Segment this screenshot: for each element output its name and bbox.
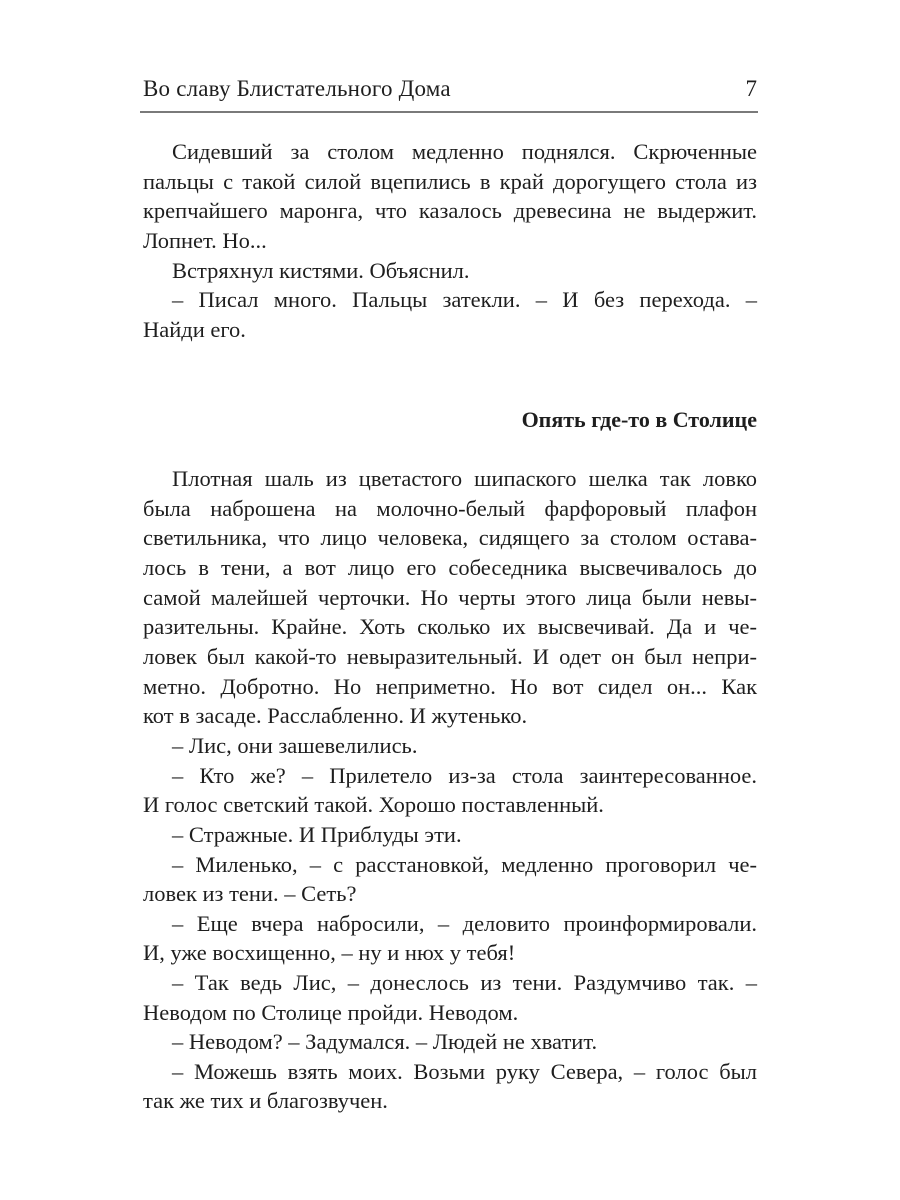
text-line: – Еще вчера набросили, – деловито проинформировали. [172,911,757,936]
text-line: кот в засаде. Расслабленно. И жутенько. [143,703,528,728]
text-line: пальцы с такой силой вцепились в край дорогущего стола из [143,169,757,194]
text-line: И голос светский такой. Хорошо поставленный. [143,792,604,817]
page-number: 7 [745,76,757,101]
text-line: была наброшена на молочно-белый фарфоровый плафон [143,496,757,521]
text-line: – Писал много. Пальцы затекли. – И без перехода. – [172,287,757,312]
running-head [143,74,757,104]
text-line: Встряхнул кистями. Объяснил. [172,258,470,283]
header-rule [140,111,758,113]
text-line: – Можешь взять моих. Возьми руку Севера, – голос был [172,1059,757,1084]
text-line: самой малейшей черточки. Но черты этого лица были невы- [143,585,757,610]
text-line: И, уже восхищенно, – ну и нюх у тебя! [143,940,516,965]
text-line: ловек из тени. – Сеть? [143,881,357,906]
text-line: Сидевший за столом медленно поднялся. Скрюченные [172,139,757,164]
text-line: лось в тени, а вот лицо его собеседника высвечивалось до [143,555,757,580]
running-title: Во славу Блистательного Дома [143,76,451,101]
text-line: Найди его. [143,317,246,342]
text-line: – Стражные. И Приблуды эти. [172,822,462,847]
section-heading: Опять где-то в Столице [521,407,757,432]
text-line: метно. Добротно. Но неприметно. Но вот сидел он... Как [143,674,757,699]
text-line: разительны. Крайне. Хоть сколько их высвечивай. Да и че- [143,614,757,639]
text-line: – Лис, они зашевелились. [172,733,418,758]
text-line: – Кто же? – Прилетело из-за стола заинтересованное. [172,763,757,788]
text-line: Неводом по Столице пройди. Неводом. [143,1000,519,1025]
text-line: – Неводом? – Задумался. – Людей не хватит. [172,1029,598,1054]
text-line: светильника, что лицо человека, сидящего за столом остава- [143,525,757,550]
text-line: так же тих и благозвучен. [143,1088,388,1113]
text-line: Лопнет. Но... [143,228,267,253]
text-line: Плотная шаль из цветастого шипаского шелка так ловко [172,466,757,491]
text-line: – Миленько, – с расстановкой, медленно проговорил че- [172,852,757,877]
text-line: ловек был какой-то невыразительный. И одет он был непри- [143,644,757,669]
text-line: крепчайшего маронга, что казалось древесина не выдержит. [143,198,757,223]
text-line: – Так ведь Лис, – донеслось из тени. Раздумчиво так. – [172,970,757,995]
